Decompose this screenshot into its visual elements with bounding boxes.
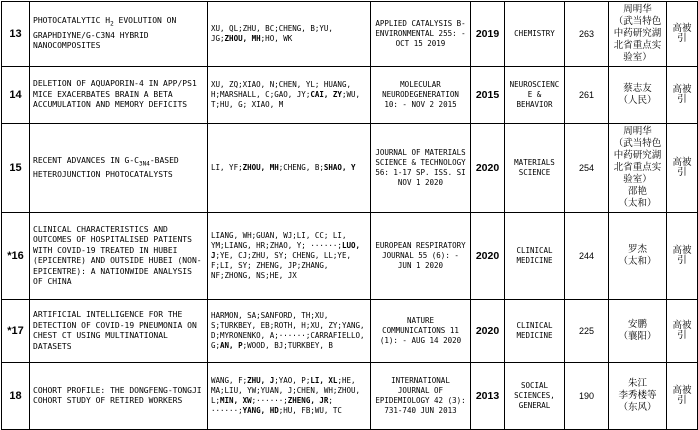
row-number: *16 xyxy=(2,213,30,300)
highly-cited-tag: 高被引 xyxy=(667,2,698,67)
journal-citation: JOURNAL OF MATERIALS SCIENCE & TECHNOLOGY 56: 1-17 SP. ISS. SI NOV 1 2020 xyxy=(371,124,471,213)
journal-citation: EUROPEAN RESPIRATORY JOURNAL 55 (6): - JUN 1 2020 xyxy=(371,213,471,300)
affiliated-author: 安鹏 （襄阳） xyxy=(609,300,667,363)
publication-year: 2013 xyxy=(471,363,505,430)
paper-title: PHOTOCATALYTIC $H_2$ EVOLUTION ON GRAPHDIYNE/G-C3N4 HYBRID NANOCOMPOSITES xyxy=(30,2,208,67)
publication-year: 2020 xyxy=(471,213,505,300)
research-field: SOCIAL SCIENCES, GENERAL xyxy=(505,363,565,430)
publication-year: 2020 xyxy=(471,300,505,363)
affiliated-author: 周明华 （武当特色中药研究湖北省重点实验室） 邵艳 （太和） xyxy=(609,124,667,213)
highly-cited-tag: 高被引 xyxy=(667,124,698,213)
table-row xyxy=(2,300,698,363)
table-row xyxy=(2,67,698,124)
paper-authors: XU, QL;ZHU, BC;CHENG, B;YU, JG;ZHOU, MH;HO, WK xyxy=(208,2,371,67)
citation-count: 190 xyxy=(565,363,609,430)
highly-cited-tag: 高被引 xyxy=(667,363,698,430)
citation-count: 261 xyxy=(565,67,609,124)
journal-citation: APPLIED CATALYSIS B-ENVIRONMENTAL 255: - OCT 15 2019 xyxy=(371,2,471,67)
citation-count: 225 xyxy=(565,300,609,363)
affiliated-author: 周明华 （武当特色中药研究湖北省重点实验室） xyxy=(609,2,667,67)
research-field: MATERIALS SCIENCE xyxy=(505,124,565,213)
highly-cited-papers-table xyxy=(1,1,698,430)
row-number: 15 xyxy=(2,124,30,213)
citation-count: 244 xyxy=(565,213,609,300)
paper-authors: WANG, F;ZHU, J;YAO, P;LI, XL;HE, MA;LIU, YW;YUAN, J;CHEN, WH;ZHOU, L;MIN, XW;······;ZHENG, JR; ······;YANG, HD;HU, FB;WU, TC xyxy=(208,363,371,430)
paper-authors: XU, ZQ;XIAO, N;CHEN, YL; HUANG, H;MARSHALL, C;GAO, JY;CAI, ZY;WU, T;HU, G; XIAO, M xyxy=(208,67,371,124)
table-row xyxy=(2,213,698,300)
paper-title: CLINICAL CHARACTERISTICS AND OUTCOMES OF HOSPITALISED PATIENTS WITH COVID-19 TREATED IN HUBEI (EPICENTRE) AND OUTSIDE HUBEI (NON-EPICENTRE): A NATIONWIDE ANALYSIS OF CHINA xyxy=(30,213,208,300)
publication-year: 2020 xyxy=(471,124,505,213)
table-row xyxy=(2,2,698,67)
publication-year: 2015 xyxy=(471,67,505,124)
research-field: CLINICAL MEDICINE xyxy=(505,213,565,300)
research-field: CHEMISTRY xyxy=(505,2,565,67)
citation-count: 254 xyxy=(565,124,609,213)
row-number: 14 xyxy=(2,67,30,124)
paper-title: ARTIFICIAL INTELLIGENCE FOR THE DETECTION OF COVID-19 PNEUMONIA ON CHEST CT USING MULTINATIONAL DATASETS xyxy=(30,300,208,363)
research-field: CLINICAL MEDICINE xyxy=(505,300,565,363)
journal-citation: MOLECULAR NEURODEGENERATION 10: - NOV 2 2015 xyxy=(371,67,471,124)
journal-citation: NATURE COMMUNICATIONS 11 (1): - AUG 14 2020 xyxy=(371,300,471,363)
paper-title: DELETION OF AQUAPORIN-4 IN APP/PS1 MICE EXACERBATES BRAIN A BETA ACCUMULATION AND MEMORY DEFICITS xyxy=(30,67,208,124)
paper-authors: LI, YF;ZHOU, MH;CHENG, B;SHAO, Y xyxy=(208,124,371,213)
research-field: NEUROSCIENCE & BEHAVIOR xyxy=(505,67,565,124)
affiliated-author: 朱江 李秀楼等 （东风） xyxy=(609,363,667,430)
journal-citation: INTERNATIONAL JOURNAL OF EPIDEMIOLOGY 42 (3): 731-740 JUN 2013 xyxy=(371,363,471,430)
citation-count: 263 xyxy=(565,2,609,67)
row-number: 13 xyxy=(2,2,30,67)
highly-cited-tag: 高被引 xyxy=(667,300,698,363)
row-number: 18 xyxy=(2,363,30,430)
highly-cited-tag: 高被引 xyxy=(667,213,698,300)
paper-title: RECENT ADVANCES IN $G-C_{3N4}$-BASED HETEROJUNCTION PHOTOCATALYSTS xyxy=(30,124,208,213)
paper-authors: LIANG, WH;GUAN, WJ;LI, CC; LI, YM;LIANG, HR;ZHAO, Y; ······;LUO, J;YE, CJ;ZHU, SY; CHENG, LL;YE, F;LI, SY; ZHENG, JP;ZHANG, NF;ZHONG, NS;HE, JX xyxy=(208,213,371,300)
affiliated-author: 蔡志友 （人民） xyxy=(609,67,667,124)
highly-cited-tag: 高被引 xyxy=(667,67,698,124)
table-row xyxy=(2,124,698,213)
row-number: *17 xyxy=(2,300,30,363)
table-row xyxy=(2,363,698,430)
affiliated-author: 罗杰 （太和） xyxy=(609,213,667,300)
publication-year: 2019 xyxy=(471,2,505,67)
paper-title: COHORT PROFILE: THE DONGFENG-TONGJI COHORT STUDY OF RETIRED WORKERS xyxy=(30,363,208,430)
paper-authors: HARMON, SA;SANFORD, TH;XU, S;TURKBEY, EB;ROTH, H;XU, ZY;YANG, D;MYRONENKO, A;······;CARRAFIELLO, G;AN, P;WOOD, BJ;TURKBEY, B xyxy=(208,300,371,363)
